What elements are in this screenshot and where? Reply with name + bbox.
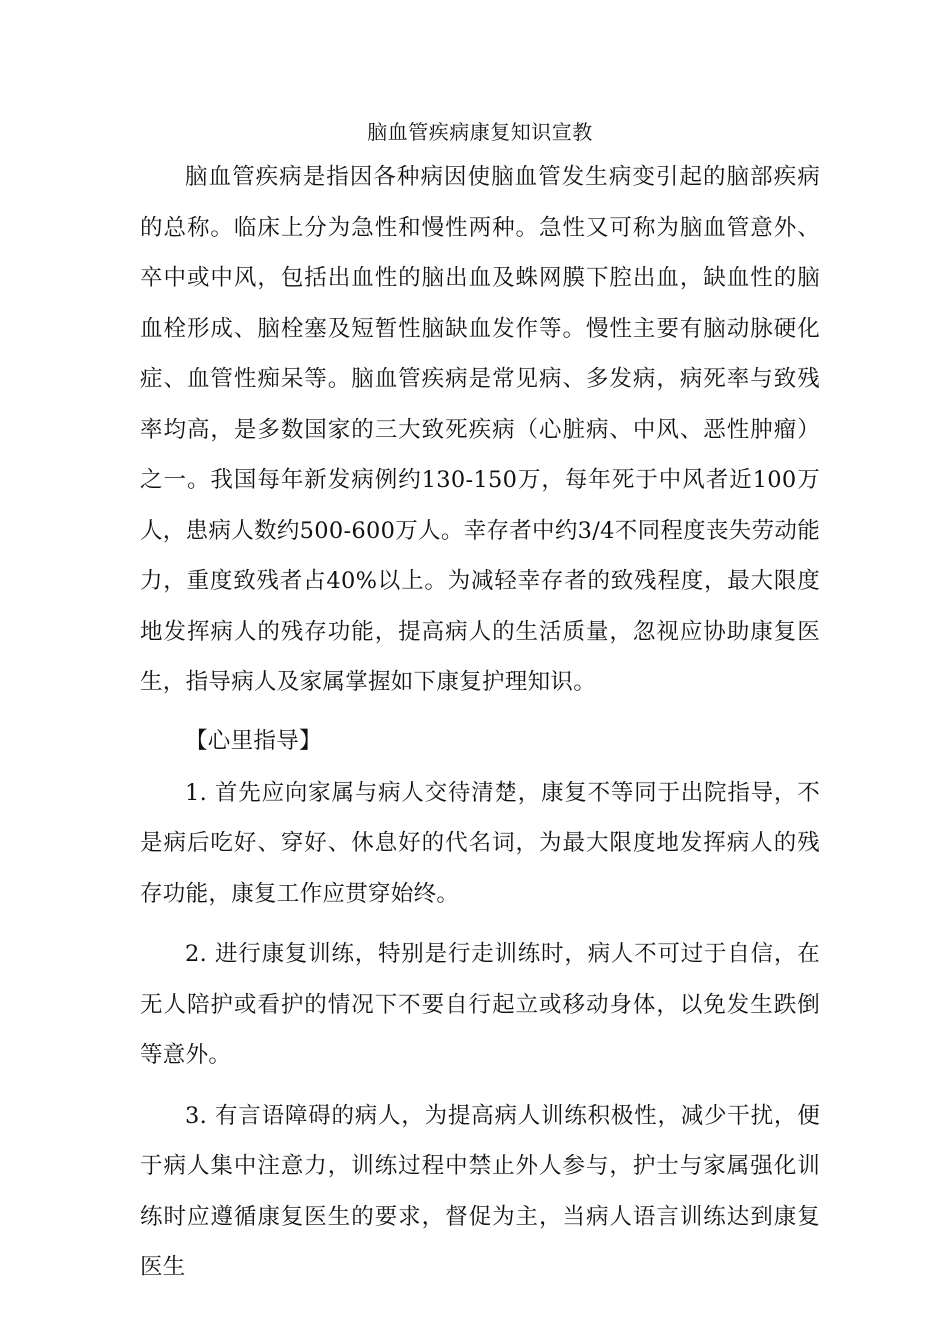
document-title: 脑血管疾病康复知识宣教	[367, 120, 593, 144]
guidance-item-2: 2. 进行康复训练，特别是行走训练时，病人不可过于自信，在无人陪护或看护的情况下不要自行起立或移动身体，以免发生跌倒等意外。	[140, 941, 820, 1068]
document-page	[140, 112, 820, 1293]
paragraph-gap	[140, 1081, 820, 1091]
paragraph-gap	[140, 919, 820, 929]
paragraph-gap	[140, 708, 820, 718]
section-heading: 【心里指导】	[185, 727, 322, 754]
guidance-item-1: 1. 首先应向家属与病人交待清楚，康复不等同于出院指导，不是病后吃好、穿好、休息好的代名词，为最大限度地发挥病人的残存功能，康复工作应贯穿始终。	[140, 779, 820, 907]
intro-paragraph: 脑血管疾病是指因各种病因使脑血管发生病变引起的脑部疾病的总称。临床上分为急性和慢性两种。急性又可称为脑血管意外、卒中或中风，包括出血性的脑出血及蛛网膜下腔出血，缺血性的脑血栓形成、脑栓塞及短暂性脑缺血发作等。慢性主要有脑动脉硬化症、血管性痴呆等。脑血管疾病是常见病、多发病，病死率与致残率均高，是多数国家的三大致死疾病（心脏病、中风、恶性肿瘤）之一。我国每年新发病例约130-150万，每年死于中风者近100万人，患病人数约500-600万人。幸存者中约3/4不同程度丧失劳动能力，重度致残者占40%以上。为减轻幸存者的致残程度，最大限度地发挥病人的残存功能，提高病人的生活质量，忽视应协助康复医生，指导病人及家属掌握如下康复护理知识。	[140, 164, 820, 695]
guidance-item-3: 3. 有言语障碍的病人，为提高病人训练积极性，减少干扰，便于病人集中注意力，训练过程中禁止外人参与，护士与家属强化训练时应遵循康复医生的要求，督促为主，当病人语言训练达到康复医生	[140, 1102, 820, 1280]
